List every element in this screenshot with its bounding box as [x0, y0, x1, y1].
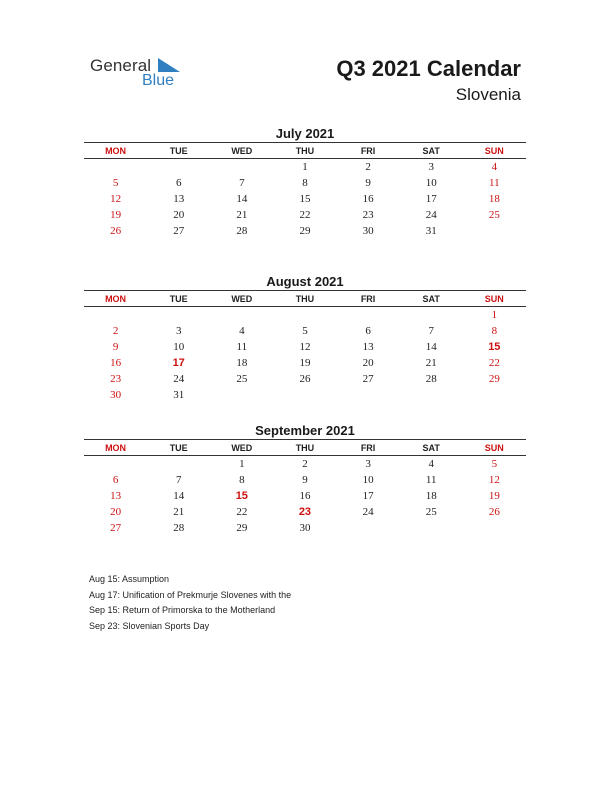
day-cell: 14 [425, 341, 437, 353]
day-cell: 26 [488, 506, 500, 518]
weekday-header: WED [231, 442, 253, 453]
day-cell: 12 [488, 474, 500, 486]
day-cell: 2 [112, 325, 119, 337]
month-july [84, 125, 526, 239]
country-name: Slovenia [455, 85, 521, 104]
month-title: September 2021 [255, 423, 355, 438]
day-cell: 16 [362, 193, 374, 205]
holiday-item: Aug 15: Assumption [89, 574, 170, 584]
week-row [84, 504, 526, 520]
week-row [84, 307, 526, 323]
holiday-day-cell: 15 [235, 490, 248, 502]
day-cell: 17 [425, 193, 437, 205]
weekday-header: TUE [169, 293, 188, 304]
holiday-item: Sep 15: Return of Primorska to the Motherland [89, 605, 276, 615]
holiday-day-cell: 17 [172, 357, 185, 369]
week-row [84, 159, 526, 175]
day-cell: 20 [362, 357, 374, 369]
day-cell: 14 [173, 490, 185, 502]
day-cell: 13 [173, 193, 185, 205]
logo-text-blue: Blue [142, 72, 175, 89]
day-cell: 5 [112, 177, 119, 189]
day-cell: 21 [173, 506, 185, 518]
day-cell: 22 [236, 506, 248, 518]
day-cell: 7 [239, 177, 245, 189]
day-cell: 22 [299, 209, 311, 221]
day-cell: 11 [489, 177, 500, 189]
weekday-header: WED [231, 145, 253, 156]
day-cell: 28 [425, 373, 437, 385]
week-row [84, 207, 526, 223]
day-cell: 25 [425, 506, 437, 518]
week-row [84, 488, 526, 504]
day-cell: 18 [425, 490, 437, 502]
weekday-header: FRI [360, 442, 376, 453]
day-cell: 2 [302, 458, 308, 470]
weekday-header: SAT [422, 293, 440, 304]
logo [90, 56, 190, 92]
day-cell: 27 [110, 522, 122, 534]
day-cell: 2 [365, 161, 371, 173]
day-cell: 8 [302, 177, 308, 189]
day-cell: 19 [110, 209, 122, 221]
day-cell: 9 [112, 341, 119, 353]
week-row [84, 371, 526, 387]
day-cell: 15 [299, 193, 311, 205]
day-cell: 23 [362, 209, 374, 221]
day-cell: 19 [488, 490, 500, 502]
day-cell: 26 [110, 225, 122, 237]
weekday-header-row [84, 439, 526, 456]
day-cell: 5 [491, 458, 498, 470]
day-cell: 11 [425, 474, 437, 486]
day-cell: 21 [236, 209, 248, 221]
day-cell: 12 [299, 341, 311, 353]
weekday-header: MON [105, 145, 127, 156]
day-cell: 18 [236, 357, 248, 369]
day-cell: 10 [173, 341, 185, 353]
week-row [84, 355, 526, 371]
day-cell: 20 [173, 209, 185, 221]
day-cell: 3 [175, 325, 182, 337]
day-cell: 10 [425, 177, 437, 189]
day-cell: 28 [173, 522, 185, 534]
day-cell: 14 [236, 193, 248, 205]
day-cell: 1 [239, 458, 245, 470]
day-cell: 18 [488, 193, 500, 205]
day-cell: 8 [239, 474, 245, 486]
day-cell: 7 [428, 325, 434, 337]
weekday-header: FRI [360, 293, 376, 304]
day-cell: 9 [302, 474, 308, 486]
weekday-header: THU [295, 442, 315, 453]
day-cell: 12 [110, 193, 122, 205]
day-cell: 24 [425, 209, 437, 221]
day-cell: 28 [236, 225, 248, 237]
day-cell: 31 [425, 225, 437, 237]
day-cell: 31 [173, 389, 185, 401]
day-cell: 4 [491, 161, 498, 173]
weekday-header: MON [105, 293, 127, 304]
day-cell: 17 [362, 490, 374, 502]
day-cell: 16 [299, 490, 311, 502]
day-cell: 13 [110, 490, 122, 502]
day-cell: 4 [239, 325, 245, 337]
day-cell: 1 [491, 309, 498, 321]
month-august [84, 273, 526, 403]
week-row [84, 323, 526, 339]
day-cell: 7 [175, 474, 182, 486]
weekday-header: FRI [360, 145, 376, 156]
week-row [84, 387, 526, 403]
day-cell: 11 [236, 341, 248, 353]
holiday-list [89, 572, 291, 634]
day-cell: 29 [299, 225, 311, 237]
holiday-item: Aug 17: Unification of Prekmurje Slovenes with the [89, 589, 292, 600]
day-cell: 4 [428, 458, 434, 470]
weekday-header: SUN [484, 293, 504, 304]
day-cell: 3 [428, 161, 434, 173]
day-cell: 16 [110, 357, 122, 369]
day-cell: 19 [299, 357, 311, 369]
weekday-header: SUN [484, 442, 504, 453]
weekday-header: SAT [422, 442, 440, 453]
day-cell: 25 [488, 209, 500, 221]
logo-flag-icon [158, 58, 180, 72]
week-row [84, 520, 526, 536]
day-cell: 6 [175, 177, 182, 189]
month-title: August 2021 [266, 274, 344, 289]
day-cell: 6 [112, 474, 119, 486]
week-row [84, 339, 526, 355]
day-cell: 27 [362, 373, 374, 385]
logo-text-general: General [90, 56, 152, 75]
day-cell: 3 [365, 458, 371, 470]
day-cell: 1 [302, 161, 308, 173]
holiday-day-cell: 15 [488, 341, 501, 353]
month-september [84, 422, 526, 536]
weekday-header: TUE [169, 442, 188, 453]
week-row [84, 223, 526, 239]
day-cell: 5 [302, 325, 308, 337]
holiday-item: Sep 23: Slovenian Sports Day [89, 620, 210, 631]
day-cell: 13 [362, 341, 374, 353]
day-cell: 30 [299, 522, 311, 534]
day-cell: 24 [362, 506, 374, 518]
weekday-header: THU [295, 293, 315, 304]
week-row [84, 456, 526, 472]
day-cell: 29 [236, 522, 248, 534]
day-cell: 20 [110, 506, 122, 518]
day-cell: 24 [173, 373, 185, 385]
weekday-header: MON [105, 442, 127, 453]
day-cell: 25 [236, 373, 248, 385]
day-cell: 21 [425, 357, 437, 369]
page-title: Q3 2021 Calendar [336, 56, 521, 81]
weekday-header: WED [231, 293, 253, 304]
month-title: July 2021 [275, 126, 335, 141]
day-cell: 30 [110, 389, 122, 401]
weekday-header: TUE [169, 145, 188, 156]
weekday-header: SAT [422, 145, 440, 156]
week-row [84, 175, 526, 191]
day-cell: 26 [299, 373, 311, 385]
weekday-header-row [84, 142, 526, 159]
day-cell: 22 [488, 357, 500, 369]
day-cell: 27 [173, 225, 185, 237]
weekday-header-row [84, 290, 526, 307]
day-cell: 29 [488, 373, 500, 385]
week-row [84, 191, 526, 207]
day-cell: 23 [110, 373, 122, 385]
weekday-header: SUN [484, 145, 504, 156]
day-cell: 6 [365, 325, 371, 337]
day-cell: 9 [365, 177, 371, 189]
day-cell: 10 [362, 474, 374, 486]
day-cell: 30 [362, 225, 374, 237]
holiday-day-cell: 23 [298, 506, 312, 518]
day-cell: 8 [491, 325, 498, 337]
weekday-header: THU [295, 145, 315, 156]
week-row [84, 472, 526, 488]
